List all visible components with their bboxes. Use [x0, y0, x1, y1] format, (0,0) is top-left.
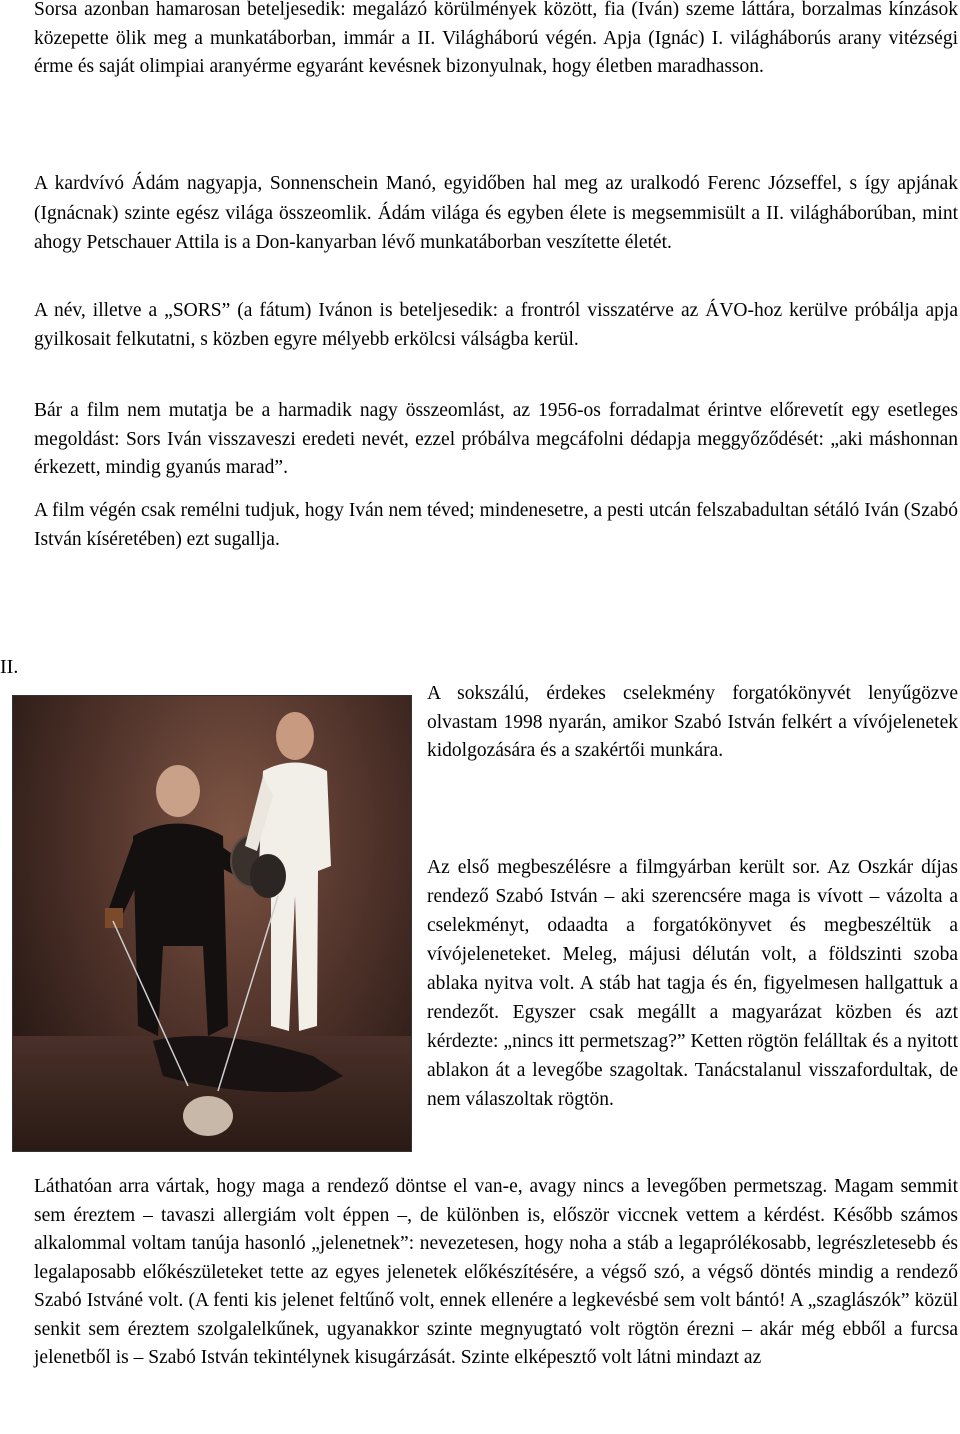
paragraph-1: Sorsa azonban hamarosan beteljesedik: megalázó körülmények között, fia (Iván) szeme láttára, borzalmas kínzások közepette ölik meg a munkatáborban, immár a II. Világháború végén. Apja (Ignác) I. világháborús arany vitézségi érme és saját olimpiai aranyérme egyaránt kevésnek bizonyulnak, hogy életben maradhasson. — [34, 0, 958, 77]
paragraph-6: A sokszálú, érdekes cselekmény forgatókönyvét lenyűgözve olvastam 1998 nyarán, amikor Szabó István felkért a vívójelenetek kidolgozására és a szakértői munkára. — [427, 683, 958, 761]
paragraph-3: A név, illetve a „SORS” (a fátum) Ivánon is beteljesedik: a frontról visszatérve az ÁVO-hoz kerülve próbálja apja gyilkosait felkutatni, s közben egyre mélyebb erkölcsi válságba kerül. — [34, 300, 958, 350]
paragraph-5: A film végén csak remélni tudjuk, hogy Iván nem téved; mindenesetre, a pesti utcán felszabadultan sétáló Iván (Szabó István kíséretében) ezt sugallja. — [34, 500, 958, 550]
paragraph-4: Bár a film nem mutatja be a harmadik nagy összeomlást, az 1956-os forradalmat érintve előrevetít egy esetleges megoldást: Sors Iván visszaveszi eredeti nevét, ezzel próbálva megcáfolni dédapja meggyőződését: „aki máshonnan érkezett, mindig gyanús marad”. — [34, 400, 958, 478]
paragraph-7: Az első megbeszélésre a filmgyárban került sor. Az Oszkár díjas rendező Szabó István – aki szerencsére maga is vívott – vázolta a cselekményt, odaadta a forgatókönyvet és megbeszéltük a vívójeleneteket. Meleg, májusi délután volt, a földszinti szoba ablaka nyitva volt. A stáb hat tagja és én, figyelmesen hallgattuk a rendezőt. Egyszer csak megállt a magyarázat közben és azt kérdezte: „nincs itt permetszag?” Ketten rögtön felálltak és a nyitott ablakon át a levegőbe szagoltak. Tanácstalanul visszafordultak, de nem válaszoltak rögtön. — [427, 857, 958, 1110]
paragraph-8: Láthatóan arra vártak, hogy maga a rendező döntse el van-e, avagy nincs a levegőben permetszag. Magam semmit sem éreztem – tavaszi allergiám volt éppen –, de különben is, először viccnek vettem a kérdést. Később számos alkalommal voltam tanúja hasonló „jelenetnek”: nevezetesen, hogy noha a stáb a legaprólékosabb, legrészletesebb és legalaposabb előkészületeket tette az egyes jelenetek előkészítésére, a végső szó, a végső döntés mindig a rendező Szabó Istváné volt. (A fenti kis jelenet feltűnő volt, ennek ellenére a legkevésbé sem volt bántó! A „szaglászók” közül senkit sem éreztem szolgalelkűnek, ugyanakkor szinte megnyugtató volt rögtön érezni – akár még ebből a furcsa jelenetből is – Szabó István tekintélynek kisugárzását. Szinte elképesztő volt látni mindazt az — [34, 1176, 958, 1368]
section-heading: II. — [0, 656, 19, 678]
fallen-figure — [153, 1036, 343, 1136]
fencer-black-figure — [105, 765, 275, 1036]
paragraph-2: A kardvívó Ádám nagyapja, Sonnenschein Manó, egyidőben hal meg az uralkodó Ferenc Józseffel, s így apjának (Ignácnak) szinte egész világa összeomlik. Ádám világa és egyben élete is megsemmisült a II. világháborúban, mint ahogy Petschauer Attila is a Don-kanyarban lévő munkatáborban veszítette életét. — [34, 173, 958, 253]
fencer-white-figure — [245, 712, 331, 1031]
fencing-photo — [12, 695, 412, 1152]
